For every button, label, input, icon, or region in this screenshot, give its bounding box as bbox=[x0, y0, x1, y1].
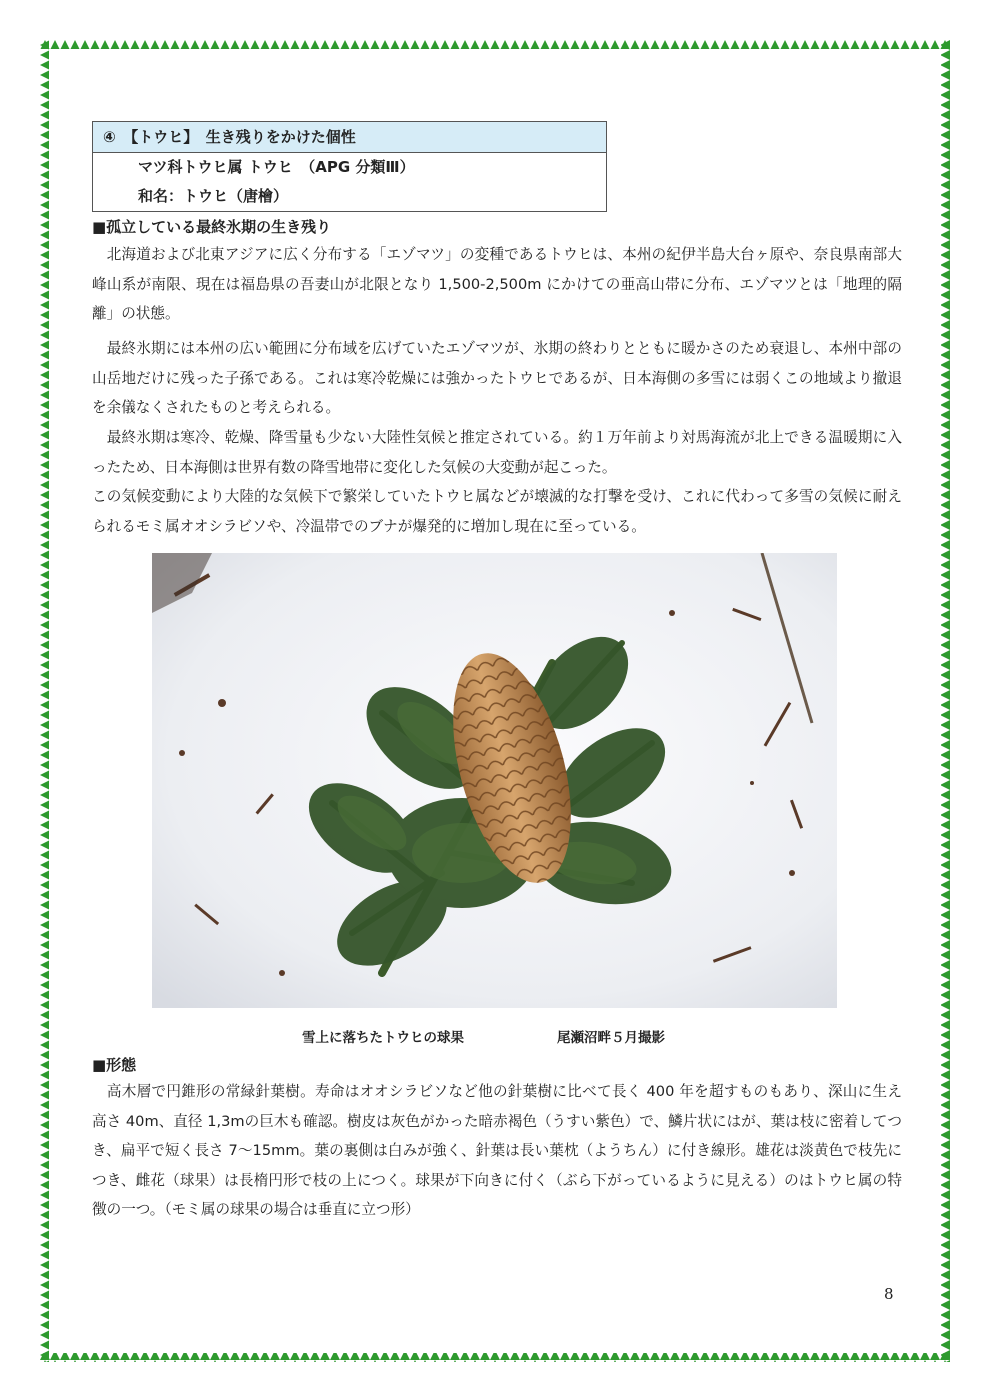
paragraph-morphology: 高木層で円錐形の常緑針葉樹。寿命はオオシラビソなど他の針葉樹に比べて長く 400 年を超すものもあり、深山に生え高さ 40m、直径 1,3mの巨木も確認。樹皮は灰色がかった暗赤褐色（うすい紫色）で、鱗片状にはが、葉は枝に密着してつき、扁平で短く長さ 7〜15mm。葉の裏側は白みが強く、針葉は長い葉枕（ようちん）に付き線形。雄花は淡黄色で枝先につき、雌花（球果）は長楕円形で枝の上につく。球果が下向きに付く（ぶら下がっているように見える）のはトウヒ属の特徴の一つ。（モミ属の球果の場合は垂直に立つ形） bbox=[92, 1083, 902, 1218]
page-number: 8 bbox=[884, 1285, 894, 1303]
photo-caption: 雪上に落ちたトウヒの球果 bbox=[302, 1030, 464, 1046]
section-heading-morphology: ■形態 bbox=[92, 1056, 137, 1074]
japanese-name-line: 和名：トウヒ（唐檜） bbox=[138, 187, 289, 205]
classification-line: マツ科トウヒ属 トウヒ （APG 分類Ⅲ） bbox=[138, 158, 415, 176]
paragraph-retreat: 最終氷期には本州の広い範囲に分布域を広げていたエゾマツが、氷期の終わりとともに暖かさのため衰退し、本州中部の山岳地だけに残った子孫である。これは寒冷乾燥には強かったトウヒであるが、日本海側の多雪には弱くこの地域より撤退を余儀なくされたものと考えられる。 bbox=[92, 340, 902, 416]
paragraph-distribution: 北海道および北東アジアに広く分布する「エゾマツ」の変種であるトウヒは、本州の紀伊半島大台ヶ原や、奈良県南部大峰山系が南限、現在は福島県の吾妻山が北限となり 1,500-2,500m にかけての亜高山帯に分布、エゾマツとは「地理的隔離」の状態。 bbox=[92, 246, 902, 322]
paragraph-climate-change: この気候変動により大陸的な気候下で繁栄していたトウヒ属などが壊滅的な打撃を受け、これに代わって多雪の気候に耐えられるモミ属オオシラビソや、冷温帯でのブナが爆発的に増加し現在に至っている。 bbox=[92, 488, 902, 535]
spruce-cone-on-snow-photo bbox=[152, 553, 837, 1008]
photo-credit: 尾瀬沼畔５月撮影 bbox=[557, 1030, 665, 1046]
section-heading-glacial-relic: ■孤立している最終氷期の生き残り bbox=[92, 218, 332, 236]
species-title: ④ 【トウヒ】 生き残りをかけた個性 bbox=[93, 122, 606, 153]
species-header-box bbox=[92, 121, 607, 212]
paragraph-climate: 最終氷期は寒冷、乾燥、降雪量も少ない大陸性気候と推定されている。約１万年前より対馬海流が北上できる温暖期に入ったため、日本海側は世界有数の降雪地帯に変化した気候の大変動が起こった。 bbox=[92, 429, 902, 476]
